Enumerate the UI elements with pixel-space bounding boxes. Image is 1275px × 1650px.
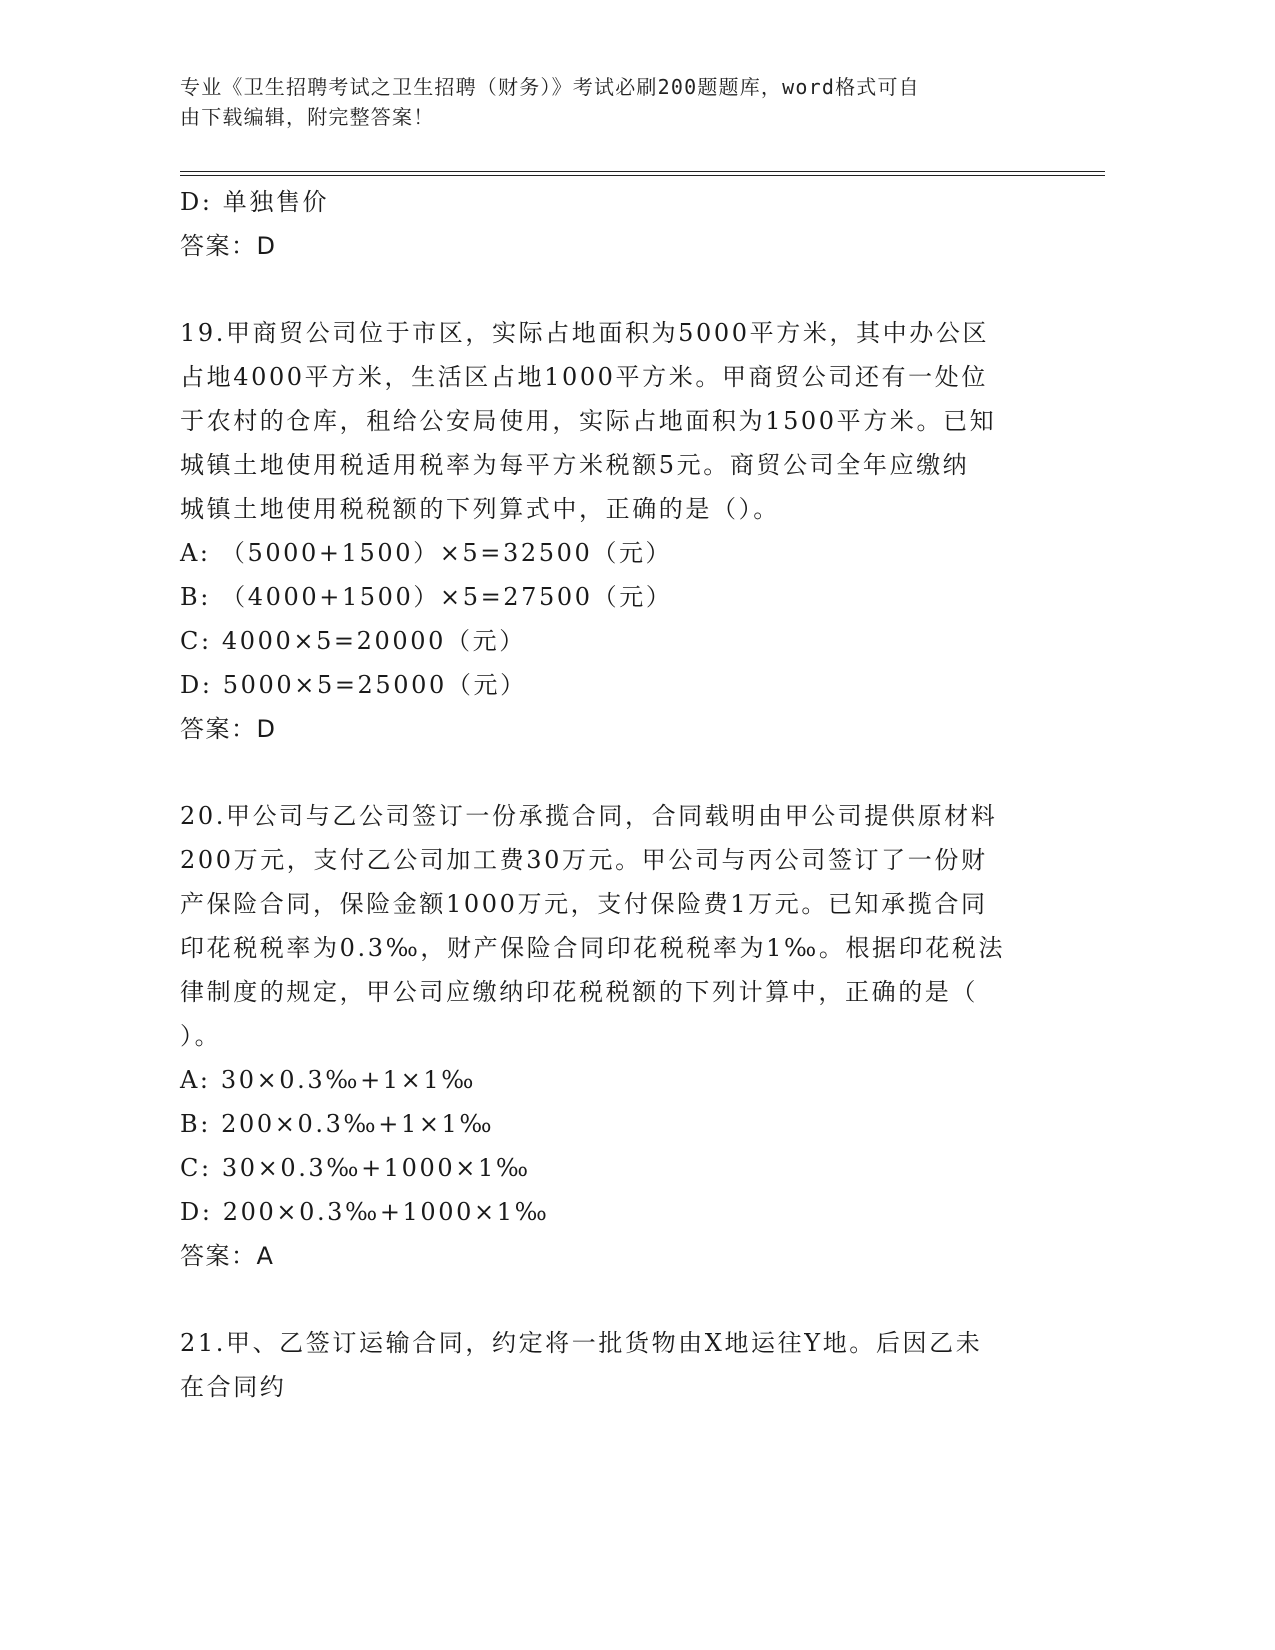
page-header [180, 72, 1040, 132]
question-20-stem-line: ）。 [180, 1022, 222, 1050]
question-21 [180, 1321, 1040, 1409]
question-20-option-a: A: 30×0.3‰+1×1‰ [180, 1066, 477, 1094]
question-19-stem-line: 城镇土地使用税适用税率为每平方米税额5元。商贸公司全年应缴纳 [180, 451, 970, 479]
header-divider [180, 171, 1105, 176]
question-19-option-b: B: （4000+1500）×5=27500（元） [180, 583, 673, 611]
prev-answer: 答案：D [180, 232, 277, 260]
question-20-stem-line: 200万元，支付乙公司加工费30万元。甲公司与丙公司签订了一份财 [180, 846, 988, 874]
question-20-option-d: D: 200×0.3‰+1000×1‰ [180, 1198, 550, 1226]
question-20-answer: 答案：A [180, 1242, 275, 1270]
question-20-option-b: B: 200×0.3‰+1×1‰ [180, 1110, 495, 1138]
question-19-stem-line: 占地4000平方米，生活区占地1000平方米。甲商贸公司还有一处位 [180, 363, 988, 391]
question-19 [180, 311, 1040, 751]
spacer [180, 268, 1040, 311]
question-20 [180, 794, 1040, 1278]
question-19-stem-line: 城镇土地使用税税额的下列算式中，正确的是（）。 [180, 495, 780, 523]
question-20-stem-line: 20.甲公司与乙公司签订一份承揽合同，合同载明由甲公司提供原材料 [180, 802, 998, 830]
question-21-stem-line: 在合同约 [180, 1373, 287, 1401]
question-20-stem-line: 律制度的规定，甲公司应缴纳印花税税额的下列计算中，正确的是（ [180, 978, 978, 1006]
document-body [180, 180, 1040, 1409]
question-19-option-c: C: 4000×5=20000（元） [180, 627, 526, 655]
question-19-option-a: A: （5000+1500）×5=32500（元） [180, 539, 673, 567]
spacer [180, 1278, 1040, 1321]
spacer [180, 751, 1040, 794]
question-19-option-d: D: 5000×5=25000（元） [180, 671, 527, 699]
header-line-2: 由下载编辑，附完整答案！ [180, 105, 435, 129]
question-19-stem-line: 于农村的仓库，租给公安局使用，实际占地面积为1500平方米。已知 [180, 407, 997, 435]
question-19-answer: 答案：D [180, 715, 277, 743]
prev-option-d: D: 单独售价 [180, 188, 330, 216]
question-19-stem-line: 19.甲商贸公司位于市区，实际占地面积为5000平方米，其中办公区 [180, 319, 990, 347]
question-20-stem-line: 产保险合同，保险金额1000万元，支付保险费1万元。已知承揽合同 [180, 890, 988, 918]
question-20-option-c: C: 30×0.3‰+1000×1‰ [180, 1154, 531, 1182]
header-line-1: 专业《卫生招聘考试之卫生招聘（财务）》考试必刷200题题库，word格式可自 [180, 75, 920, 99]
question-21-stem-line: 21.甲、乙签订运输合同，约定将一批货物由X地运往Y地。后因乙未 [180, 1329, 983, 1357]
question-20-stem-line: 印花税税率为0.3‰，财产保险合同印花税税率为1‰。根据印花税法 [180, 934, 1006, 962]
